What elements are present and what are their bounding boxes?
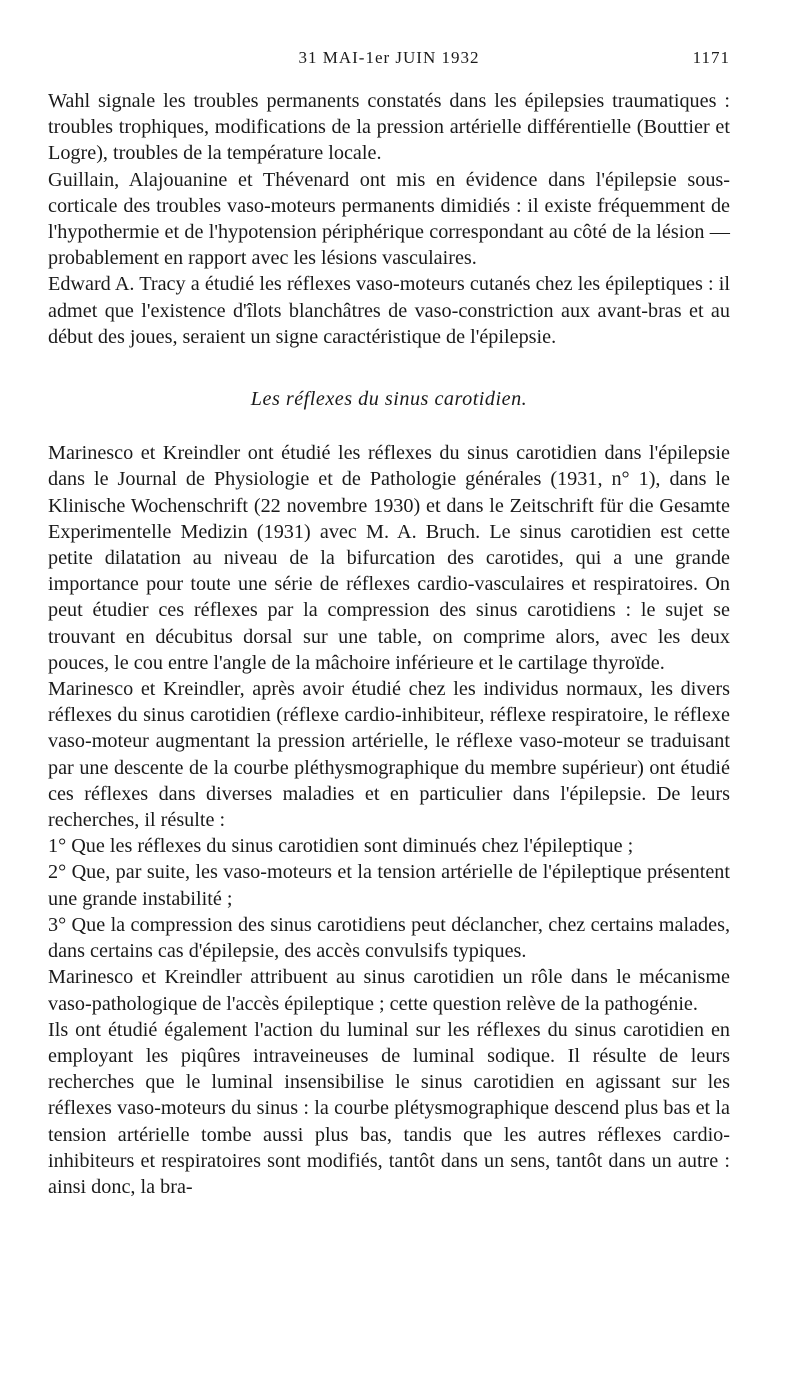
body-text: [48, 88, 730, 1200]
list-item-2: 2° Que, par suite, les vaso-moteurs et la tension artérielle de l'épileptique présentent une grande instabilité ;: [48, 861, 730, 910]
paragraph-luminal: Ils ont étudié également l'action du luminal sur les réflexes du sinus carotidien en employant les piqûres intraveineuses de luminal sodique. Il résulte de leurs recherches que le luminal insensibilise le sinus carotidien en agissant sur les réflexes vaso-moteurs du sinus : la courbe plétysmographique descend plus bas et la tension artérielle tombe aussi plus bas, tandis que les autres réflexes cardio-inhibiteurs et respiratoires sont modifiés, tantôt dans un sens, tantôt dans un autre : ainsi donc, la bra-: [48, 1018, 730, 1198]
paragraph-guillain: Guillain, Alajouanine et Thévenard ont mis en évidence dans l'épilepsie sous-corticale des troubles vaso-moteurs permanents dimidiés : il existe fréquemment de l'hypothermie et de l'hypotension périphérique correspondant au côté de la lésion — probablement en rapport avec les lésions vasculaires.: [48, 168, 730, 270]
section-title: Les réflexes du sinus carotidien.: [250, 388, 528, 411]
paragraph-marinesco-intro: Marinesco et Kreindler ont étudié les réflexes du sinus carotidien dans l'épilepsie dans le Journal de Physiologie et de Pathologie générales (1931, n° 1), dans le Klinische Wochenschrift (22 novembre 1930) et dans le Zeitschrift für die Gesamte Experimentelle Medizin (1931) avec M. A. Bruch. Le sinus carotidien est cette petite dilatation au niveau de la bifurcation des carotides, qui a une grande importance pour toute une série de réflexes cardio-vasculaires et respiratoires. On peut étudier ces réflexes par la compression des sinus carotidiens : le sujet se trouvant en décubitus dorsal sur une table, on comprime alors, avec les deux pouces, le cou entre l'angle de la mâchoire inférieure et le cartilage thyroïde.: [48, 442, 730, 674]
paragraph-mecanisme: Marinesco et Kreindler attribuent au sinus carotidien un rôle dans le mécanisme vaso-pathologique de l'accès épileptique ; cette question relève de la pathogénie.: [48, 966, 730, 1015]
list-item-3: 3° Que la compression des sinus carotidiens peut déclancher, chez certains malades, dans certains cas d'épilepsie, des accès convulsifs typiques.: [48, 913, 730, 963]
page-number: 1171: [692, 48, 730, 67]
running-head: [48, 48, 730, 70]
paragraph-wahl: Wahl signale les troubles permanents constatés dans les épilepsies traumatiques : troubles trophiques, modifications de la pression artérielle différentielle (Bouttier et Logre), troubles de la température locale.: [48, 90, 730, 165]
paragraph-tracy: Edward A. Tracy a étudié les réflexes vaso-moteurs cutanés chez les épileptiques : il admet que l'existence d'îlots blanchâtres de vaso-constriction aux avant-bras et au début des joues, seraient un signe caractéristique de l'épilepsie.: [48, 273, 730, 348]
list-item-1: 1° Que les réflexes du sinus carotidien sont diminués chez l'épileptique ;: [48, 835, 634, 858]
header-date: 31 MAI-1er JUIN 1932: [298, 48, 480, 67]
paragraph-marinesco-normaux: Marinesco et Kreindler, après avoir étudié chez les individus normaux, les divers réflexes du sinus carotidien (réflexe cardio-inhibiteur, réflexe respiratoire, le réflexe vaso-moteur augmentant la pression artérielle, le réflexe vaso-moteur se traduisant par une descente de la courbe pléthysmographique du membre supérieur) ont étudié ces réflexes dans diverses maladies et en particulier dans l'épilepsie. De leurs recherches, il résulte :: [48, 678, 730, 832]
